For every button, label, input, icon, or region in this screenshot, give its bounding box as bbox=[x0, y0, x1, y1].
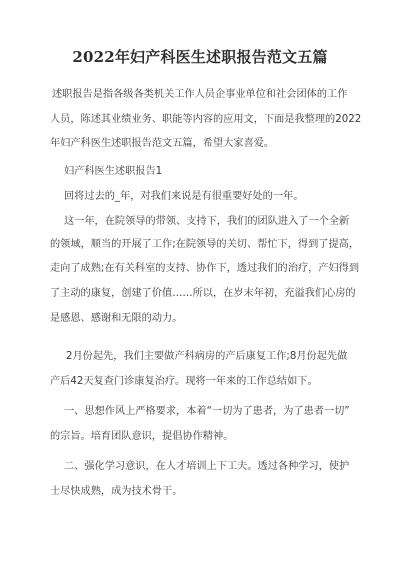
section-heading: 妇产科医生述职报告1 bbox=[64, 166, 163, 177]
paragraph-line: 走向了成熟;在有关科室的支持、协作下，透过我们的治疗，产妇得到 bbox=[50, 263, 360, 274]
paragraph-line: 一、思想作风上严格要求，本着“一切为了患者，为了患者一切” bbox=[64, 406, 350, 417]
paragraph-line: 述职报告是指各级各类机关工作人员企事业单位和社会团体的工作 bbox=[52, 89, 348, 100]
paragraph-line: 回将过去的_年，对我们来说是有很重要好处的一年。 bbox=[64, 191, 304, 202]
paragraph-line: 是感恩、感谢和无限的动力。 bbox=[50, 313, 183, 324]
paragraph-line: 的宗旨。培育团队意识，提倡协作精神。 bbox=[50, 431, 234, 442]
paragraph-line: 人员，陈述其业绩业务、职能等内容的应用文，下面是我整理的2022 bbox=[50, 114, 362, 125]
paragraph-line: 士尽快成熟，成为技术骨干。 bbox=[50, 486, 183, 497]
paragraph-line: 年妇产科医生述职报告范文五篇，希望大家喜爱。 bbox=[50, 138, 275, 149]
paragraph-line: 的领域，顺当的开展了工作;在院领导的关切、帮忙下，得到了提高， bbox=[50, 239, 360, 250]
paragraph-line: 产后42天复查门诊康复治疗。现将一年来的工作总结如下。 bbox=[50, 376, 318, 387]
paragraph-line: 这一年，在院领导的带领、支持下，我们的团队进入了一个全新 bbox=[64, 216, 350, 227]
paragraph-line: 二、强化学习意识，在人才培训上下工夫。透过各种学习，使护 bbox=[64, 461, 350, 472]
paragraph-line: 了主动的康复，创建了价值……所以，在岁末年初，充溢我们心房的 bbox=[50, 288, 356, 299]
paragraph-line: 2月份起先，我们主要做产科病房的产后康复工作;8月份起先做 bbox=[66, 351, 348, 362]
document-title: 2022年妇产科医生述职报告范文五篇 bbox=[72, 48, 328, 66]
